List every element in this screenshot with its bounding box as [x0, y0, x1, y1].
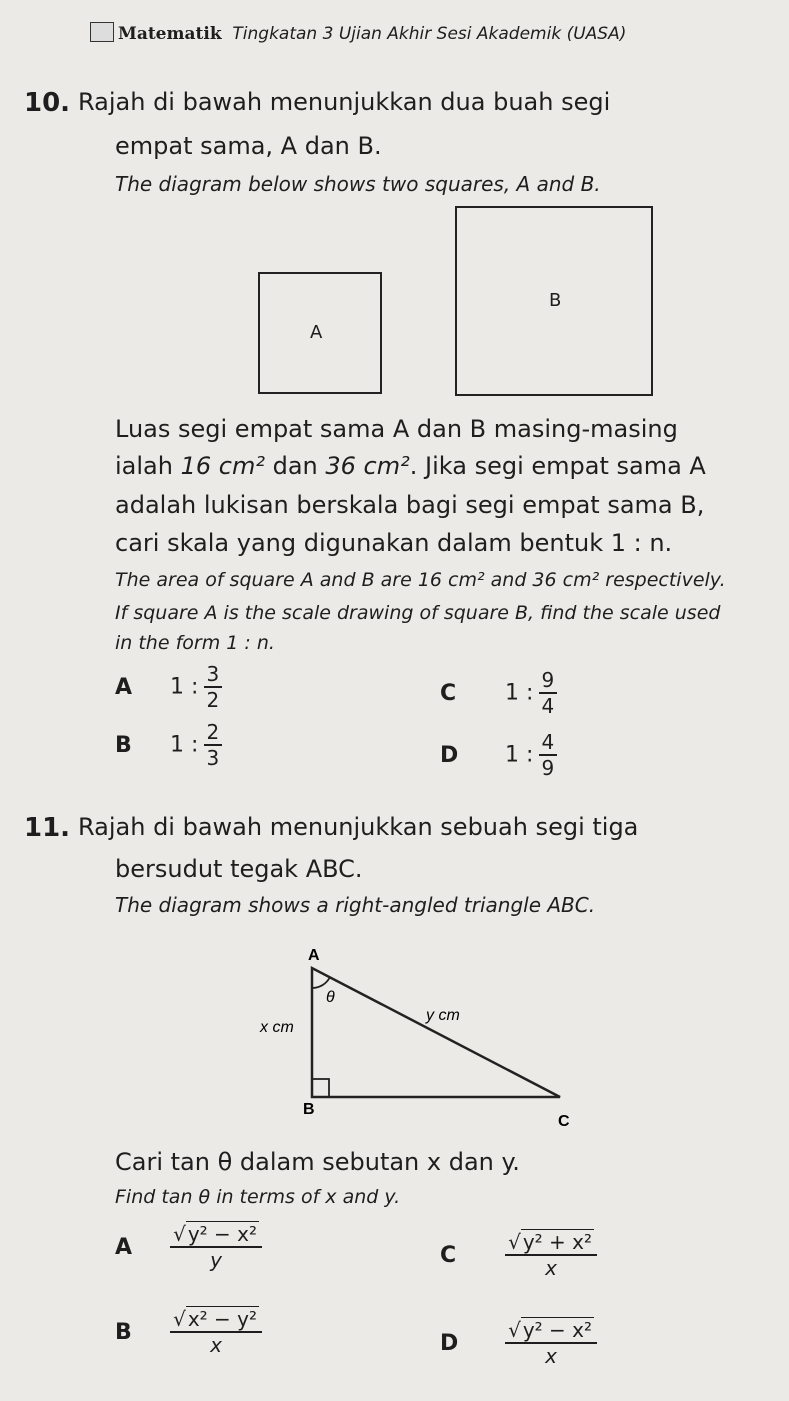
q10-en-line: The diagram below shows two squares, A and B.	[115, 172, 601, 196]
theta-label: θ	[326, 989, 335, 1006]
q10-area-a: 16 cm²	[180, 452, 265, 480]
q10-option-d-num: 4	[539, 730, 558, 756]
q10-option-c-den: 4	[541, 694, 555, 718]
q11-option-d-den: x	[545, 1344, 557, 1368]
q10-option-a-fraction	[204, 662, 223, 712]
q10-option-d-prefix: 1 :	[505, 742, 534, 768]
q10-option-d-fraction	[539, 730, 558, 780]
q10-option-d-letter: D	[440, 742, 459, 768]
q10-option-a-den: 2	[206, 688, 220, 712]
square-b	[455, 206, 653, 396]
q11-ms-line1: Rajah di bawah menunjukkan sebuah segi tiga	[78, 813, 639, 841]
q11-option-d-fraction	[505, 1318, 597, 1368]
q10-ms-body3: adalah lukisan berskala bagi segi empat sama B,	[115, 491, 705, 519]
q10-ms-line2: empat sama, A dan B.	[115, 132, 382, 160]
side-ab-label: x cm	[260, 1019, 294, 1036]
q10-en-body2: If square A is the scale drawing of square B, find the scale used	[115, 602, 721, 624]
q11-option-b-letter: B	[115, 1319, 132, 1345]
q10-option-b-den: 3	[206, 746, 220, 770]
q10-ms-line1: Rajah di bawah menunjukkan dua buah segi	[78, 88, 611, 116]
q11-option-a-letter: A	[115, 1234, 133, 1260]
q11-option-a-den: y	[210, 1248, 222, 1272]
q11-number: 11.	[24, 813, 71, 843]
q11-option-a-num: √ y² − x²	[170, 1222, 262, 1248]
q11-option-c[interactable]	[440, 1230, 597, 1280]
q11-option-b[interactable]	[115, 1307, 262, 1357]
q10-option-c-num: 9	[539, 668, 558, 694]
angle-theta-arc	[312, 977, 330, 988]
square-a-label: A	[310, 322, 323, 343]
q10-option-c-prefix: 1 :	[505, 680, 534, 706]
q10-ms-body1: Luas segi empat sama A dan B masing-masing	[115, 415, 678, 443]
q10-ms-body2-c: . Jika segi empat sama A	[409, 452, 706, 480]
q10-en-body3: in the form 1 : n.	[115, 632, 275, 654]
q11-option-b-radicand: x² − y²	[187, 1307, 258, 1331]
q11-option-b-num: √ x² − y²	[170, 1307, 262, 1333]
q10-option-b-letter: B	[115, 732, 132, 758]
q10-option-a-letter: A	[115, 674, 133, 700]
q10-option-a-num: 3	[204, 662, 223, 688]
q10-ms-body2-b: dan	[264, 452, 326, 480]
q11-option-a-fraction	[170, 1222, 262, 1272]
q11-option-b-den: x	[210, 1333, 222, 1357]
right-angle-mark	[312, 1079, 329, 1097]
q11-option-c-letter: C	[440, 1242, 457, 1268]
q11-option-d[interactable]	[440, 1318, 597, 1368]
vertex-a-label: A	[308, 947, 320, 964]
square-b-label: B	[549, 290, 562, 311]
school-logo-icon	[90, 22, 114, 42]
q10-option-c-fraction	[539, 668, 558, 718]
q10-option-c[interactable]	[440, 668, 557, 718]
q11-ms-find: Cari tan θ dalam sebutan x dan y.	[115, 1148, 520, 1176]
q10-area-b: 36 cm²	[325, 452, 410, 480]
header-subject: Matematik	[118, 24, 222, 44]
q10-option-a[interactable]	[115, 662, 222, 712]
q11-option-d-letter: D	[440, 1330, 459, 1356]
q11-option-a[interactable]	[115, 1222, 262, 1272]
q10-option-c-letter: C	[440, 680, 457, 706]
q10-option-b-prefix: 1 :	[170, 732, 199, 758]
side-ac-label: y cm	[426, 1007, 460, 1024]
triangle-abc	[312, 968, 560, 1097]
q11-option-b-fraction	[170, 1307, 262, 1357]
q11-en-line: The diagram shows a right-angled triangle ABC.	[115, 893, 596, 917]
q10-option-b-fraction	[204, 720, 223, 770]
q10-ms-body2-a: ialah	[115, 452, 181, 480]
q10-option-b-num: 2	[204, 720, 223, 746]
q11-option-d-num: √ y² − x²	[505, 1318, 597, 1344]
q10-en-body1: The area of square A and B are 16 cm² and 36 cm² respectively.	[115, 569, 726, 591]
q11-ms-line2: bersudut tegak ABC.	[115, 855, 363, 883]
q10-option-d[interactable]	[440, 730, 557, 780]
q10-number: 10.	[24, 88, 71, 118]
q10-option-d-den: 9	[541, 756, 555, 780]
q11-option-c-num: √ y² + x²	[505, 1230, 597, 1256]
vertex-b-label: B	[303, 1101, 315, 1118]
q11-option-c-den: x	[545, 1256, 557, 1280]
q10-option-a-prefix: 1 :	[170, 674, 199, 700]
q11-en-find: Find tan θ in terms of x and y.	[115, 1186, 401, 1208]
q10-option-b[interactable]	[115, 720, 222, 770]
triangle-diagram	[240, 940, 600, 1140]
vertex-c-label: C	[558, 1113, 570, 1130]
q11-option-c-radicand: y² + x²	[522, 1230, 593, 1254]
q11-option-a-radicand: y² − x²	[187, 1222, 258, 1246]
header-text: Tingkatan 3 Ujian Akhir Sesi Akademik (UASA)	[232, 24, 627, 44]
q11-option-c-fraction	[505, 1230, 597, 1280]
page-header	[90, 22, 626, 44]
square-a	[258, 272, 382, 394]
q10-ms-body4: cari skala yang digunakan dalam bentuk 1 : n.	[115, 529, 673, 557]
q10-ms-body2	[115, 452, 706, 480]
q11-option-d-radicand: y² − x²	[522, 1318, 593, 1342]
